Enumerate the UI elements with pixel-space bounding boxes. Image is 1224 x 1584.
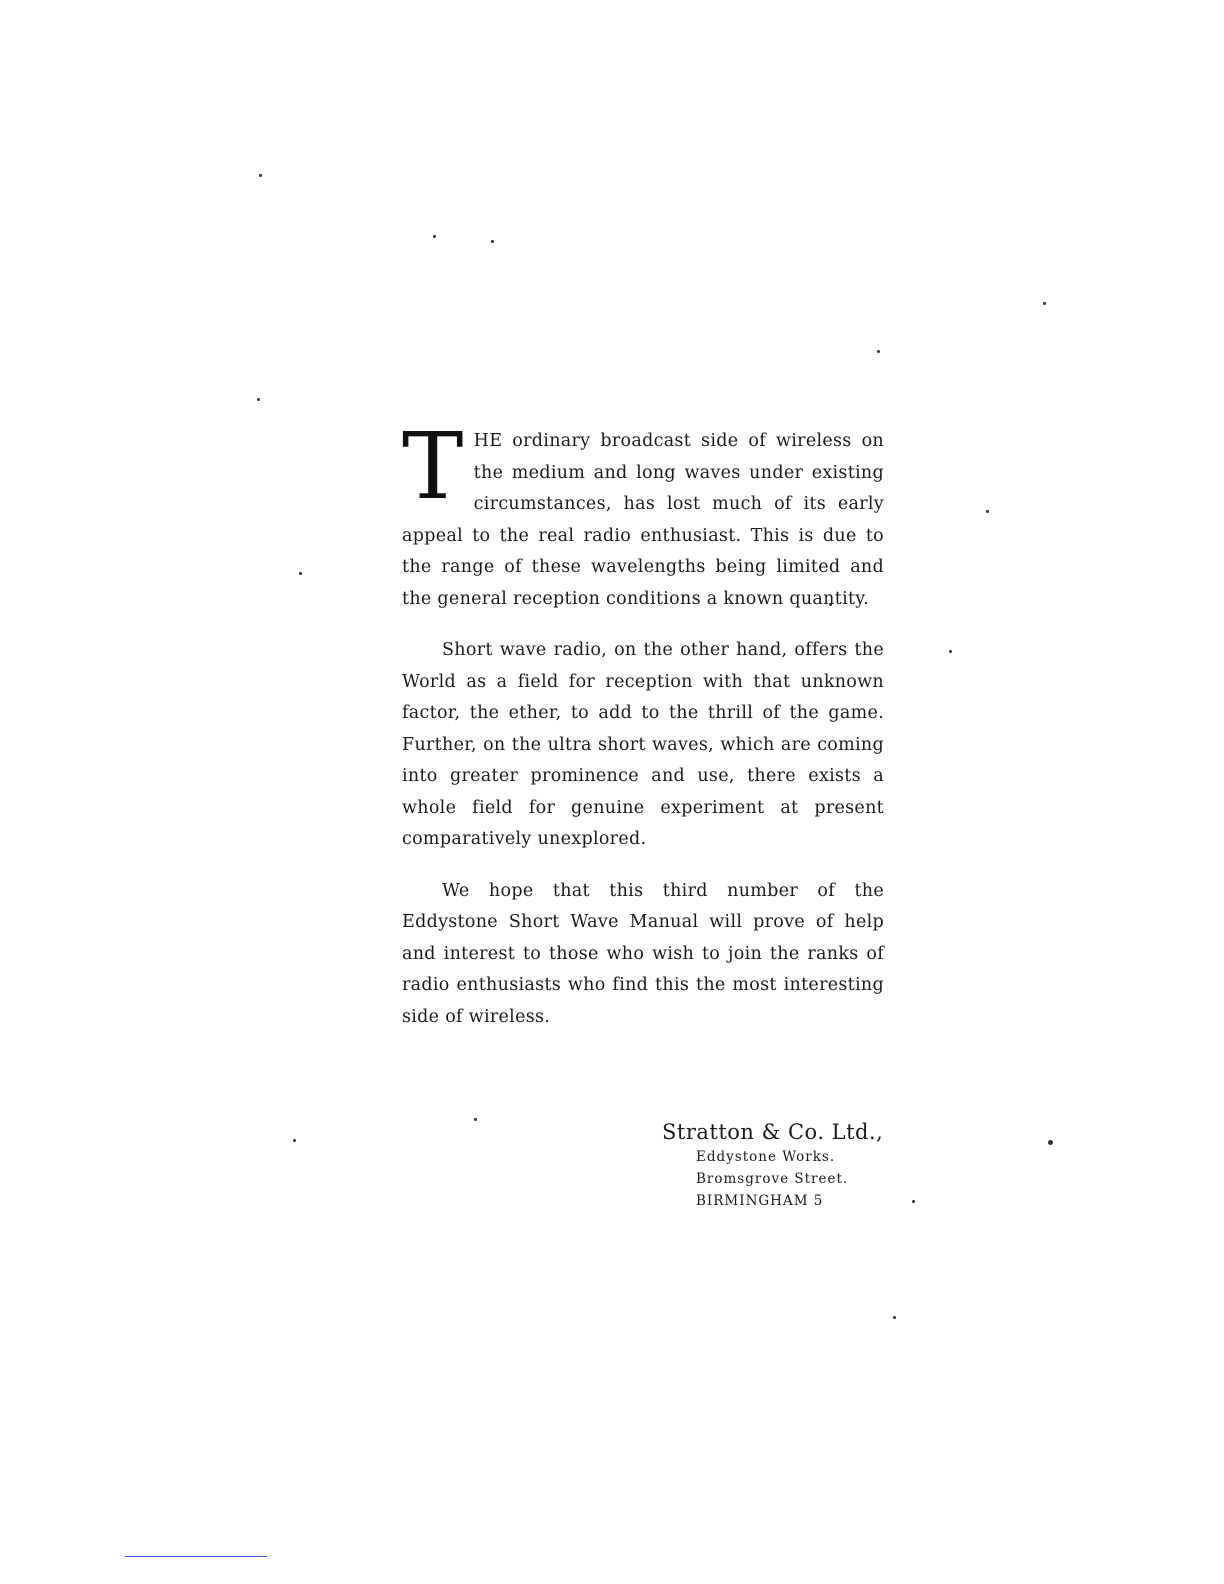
company-name: Stratton & Co. Ltd., — [662, 1120, 884, 1144]
drop-cap: T — [402, 413, 464, 520]
scan-speck — [1048, 1140, 1053, 1145]
second-paragraph: Short wave radio, on the other hand, offers the World as a field for reception with that unknown factor, the ether, to add to the thrill of the game. Further, on the ultra short waves, which are coming into greater prominence and use, there exists a whole field for genuine experiment at present comparatively unexplored. — [402, 640, 884, 849]
first-paragraph — [402, 413, 884, 615]
scan-speck — [299, 572, 302, 575]
third-paragraph: We hope that this third number of the Eddystone Short Wave Manual will prove of help and interest to those who wish to join the ranks of radio enthusiasts who find this the most interesting side of wireless. — [402, 880, 884, 1027]
scan-speck — [949, 650, 952, 653]
scan-speck — [986, 510, 989, 513]
scan-speck — [293, 1139, 296, 1142]
footer-rule — [125, 1556, 267, 1557]
scan-speck — [259, 174, 262, 177]
scan-speck — [433, 235, 436, 238]
signature-block — [662, 1118, 892, 1212]
scan-speck — [474, 1118, 477, 1121]
address-city: BIRMINGHAM 5 — [696, 1193, 824, 1209]
address-works: Eddystone Works. — [696, 1149, 836, 1165]
scan-speck — [491, 240, 494, 243]
first-paragraph-text: HE ordinary broadcast side of wireless on the medium and long waves under existing circumstances, has lost much of its early appeal to the real radio enthusiast. This is due to the range of these wavelengths being limited and the general reception conditions a known quantity. — [402, 431, 884, 609]
scan-speck — [257, 398, 260, 401]
scan-speck — [1043, 302, 1046, 305]
scan-speck — [893, 1316, 896, 1319]
scan-speck — [912, 1200, 915, 1203]
scan-speck — [877, 350, 880, 353]
introduction-text — [402, 413, 884, 1033]
address-street: Bromsgrove Street. — [696, 1171, 849, 1187]
